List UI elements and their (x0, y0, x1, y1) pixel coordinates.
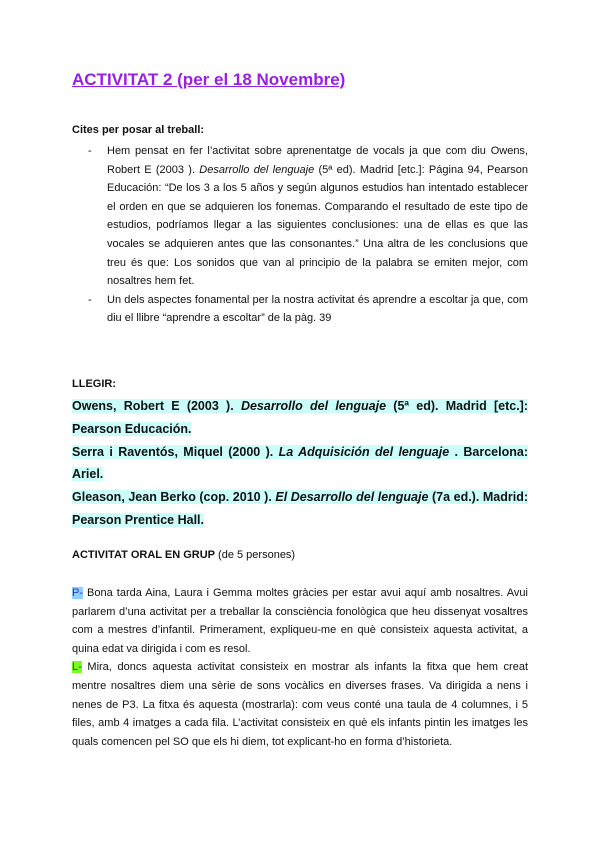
reference-title: La Adquisición del lenguaje (278, 444, 450, 459)
reference-author: Gleason, Jean Berko (cop. 2010 ). (72, 490, 276, 505)
reference-publisher: (5ª ed). Madrid [etc.]: Pearson Educación. (72, 399, 529, 436)
reference-author: Serra i Raventós, Miquel (2000 ). (72, 444, 279, 459)
page-title: ACTIVITAT 2 (per el 18 Novembre) (72, 70, 346, 89)
reference-item (72, 486, 528, 532)
reference-list (72, 395, 528, 532)
cite-text-start: Hem pensat en fer l’activitat sobre aprenentatge de vocals ja que com diu Owens, Robert E (2003 ). (107, 145, 528, 176)
dialog-text: Mira, doncs aquesta activitat consisteix en mostrar als infants la fitxa que hem creat mentre nosaltres diem una sèrie de sons vocàlics en diverses frases. Va dirigida a nens i nenes de P3. La fitxa és aquesta (mostrarla): com veus conté una taula de 4 columnes, i 5 files, amb 4 imatges a cada fila. L’activitat consisteix en què els infants pintin les imatges les quals comencen pel SO que els hi diem, tot explicant-ho en forma d’historieta. (72, 661, 528, 748)
oral-heading-bold: ACTIVITAT ORAL EN GRUP (72, 549, 215, 561)
reference-item (72, 395, 528, 441)
list-item (72, 291, 528, 328)
llegir-heading: LLEGIR: (72, 378, 116, 390)
dialog-text: Bona tarda Aina, Laura i Gemma moltes gràcies per estar avui aquí amb nosaltres. Avui parlarem d’una activitat per a treballar la consciència fonològica que heu dissenyat vosaltres com a mestres d’infantil. Primerament, expliqueu-me en què consisteix aquesta activitat, a quina edat va dirigida i com es resol. (72, 587, 528, 655)
cites-heading: Cites per posar al treball: (72, 124, 205, 136)
cite-text-end: (5ª ed). Madrid [etc.]: Página 94, Pearson Educación: “De los 3 a los 5 años y según algunos estudios han intentado establecer el orden en que se adquieren los fonemas. Comparando el resultado de este tipo de estudios, podríamos llegar a las siguientes conclusiones: una de ellas es que las vocales se adquieren antes que las consonantes.” Una altra de les conclusions que treu és que: Los sonidos que van al principio de la palabra se emiten mejor, com nosaltres hem fet. (107, 163, 528, 288)
cites-list (72, 142, 528, 328)
speaker-label: P- (72, 587, 83, 599)
reference-publisher: . Barcelona: Ariel. (72, 444, 528, 482)
reference-title: El Desarrollo del lenguaje (275, 490, 429, 505)
list-item (72, 142, 528, 291)
reference-item (72, 441, 528, 487)
reference-title: Desarrollo del lenguaje (240, 399, 387, 413)
dialog-line (72, 584, 528, 658)
reference-publisher: (7a ed.). Madrid: Pearson Prentice Hall. (72, 490, 528, 527)
speaker-label: L- (72, 661, 82, 674)
oral-heading-rest: (de 5 persones) (215, 549, 296, 561)
oral-activity-heading (72, 549, 295, 561)
bullet-dash: - (88, 145, 92, 157)
dialog (72, 584, 528, 751)
bullet-dash: - (88, 293, 92, 306)
dialog-line (72, 658, 528, 751)
cite-book-title: Desarrollo del lenguaje (199, 163, 315, 176)
cite-text: Un dels aspectes fonamental per la nostra activitat és aprendre a escoltar ja que, com diu el llibre “aprendre a escoltar” de la pàg. 39 (107, 293, 528, 325)
reference-author: Owens, Robert E (2003 ). (72, 399, 241, 413)
